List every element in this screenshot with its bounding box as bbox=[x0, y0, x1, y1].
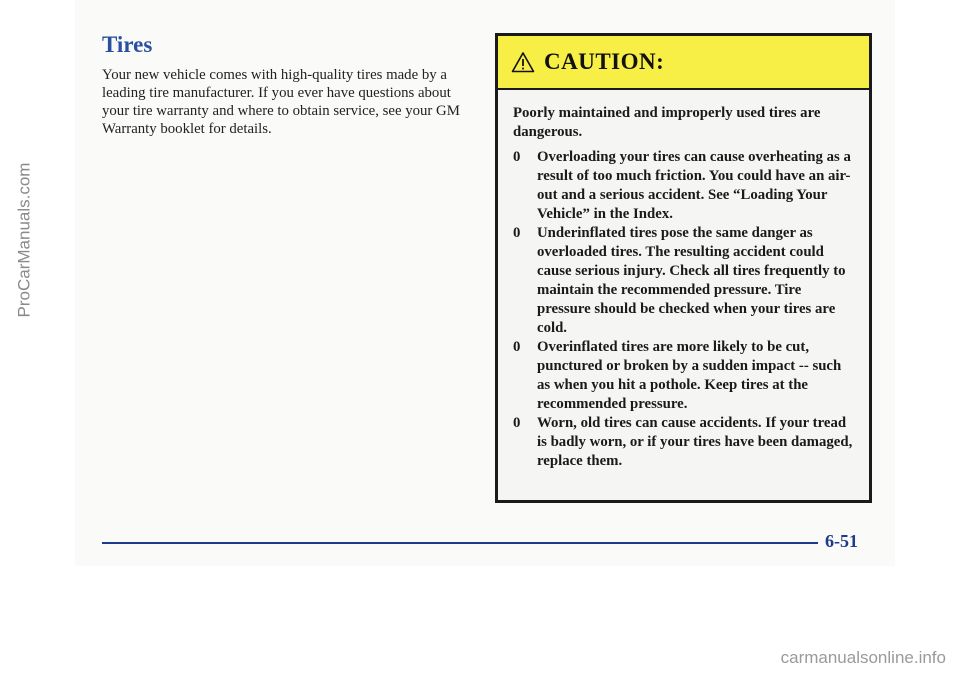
footer-rule bbox=[102, 542, 818, 544]
caution-list-item bbox=[513, 338, 853, 414]
bottom-watermark: carmanualsonline.info bbox=[780, 648, 946, 667]
caution-header bbox=[498, 36, 869, 90]
caution-item-text: Worn, old tires can cause accidents. If your tread is badly worn, or if your tires have been damaged, replace them. bbox=[537, 415, 853, 469]
caution-label: CAUTION: bbox=[544, 49, 665, 74]
warning-triangle-icon bbox=[511, 51, 535, 73]
caution-list-item bbox=[513, 224, 853, 338]
caution-body bbox=[498, 90, 869, 471]
page-number: 6-51 bbox=[825, 531, 858, 551]
bullet-marker: 0 bbox=[513, 339, 521, 355]
caution-list-item bbox=[513, 414, 853, 471]
caution-list-item bbox=[513, 148, 853, 224]
caution-box bbox=[495, 33, 872, 503]
section-title: Tires bbox=[102, 32, 153, 57]
caution-list bbox=[513, 148, 853, 471]
caution-item-text: Overinflated tires are more likely to be cut, punctured or broken by a sudden impact -- such as when you hit a pothole. Keep tires at the recommended pressure. bbox=[537, 339, 842, 412]
bullet-marker: 0 bbox=[513, 415, 521, 431]
bullet-marker: 0 bbox=[513, 149, 521, 165]
caution-item-text: Underinflated tires pose the same danger as overloaded tires. The resulting accident could cause serious injury. Check all tires frequently to maintain the recommended pressure. Tire pressure should be checked when your tires are cold. bbox=[537, 225, 846, 336]
side-watermark bbox=[6, 100, 42, 380]
intro-paragraph: Your new vehicle comes with high-quality tires made by a leading tire manufacturer. If you ever have questions about your tire warranty and where to obtain service, see your GM Warranty booklet for details. bbox=[102, 67, 460, 137]
side-watermark-text: ProCarManuals.com bbox=[14, 162, 34, 318]
caution-lead: Poorly maintained and improperly used tires are dangerous. bbox=[513, 105, 821, 140]
caution-item-text: Overloading your tires can cause overheating as a result of too much friction. You could have an air-out and a serious accident. See “Loading Your Vehicle” in the Index. bbox=[537, 149, 851, 222]
bullet-marker: 0 bbox=[513, 225, 521, 241]
